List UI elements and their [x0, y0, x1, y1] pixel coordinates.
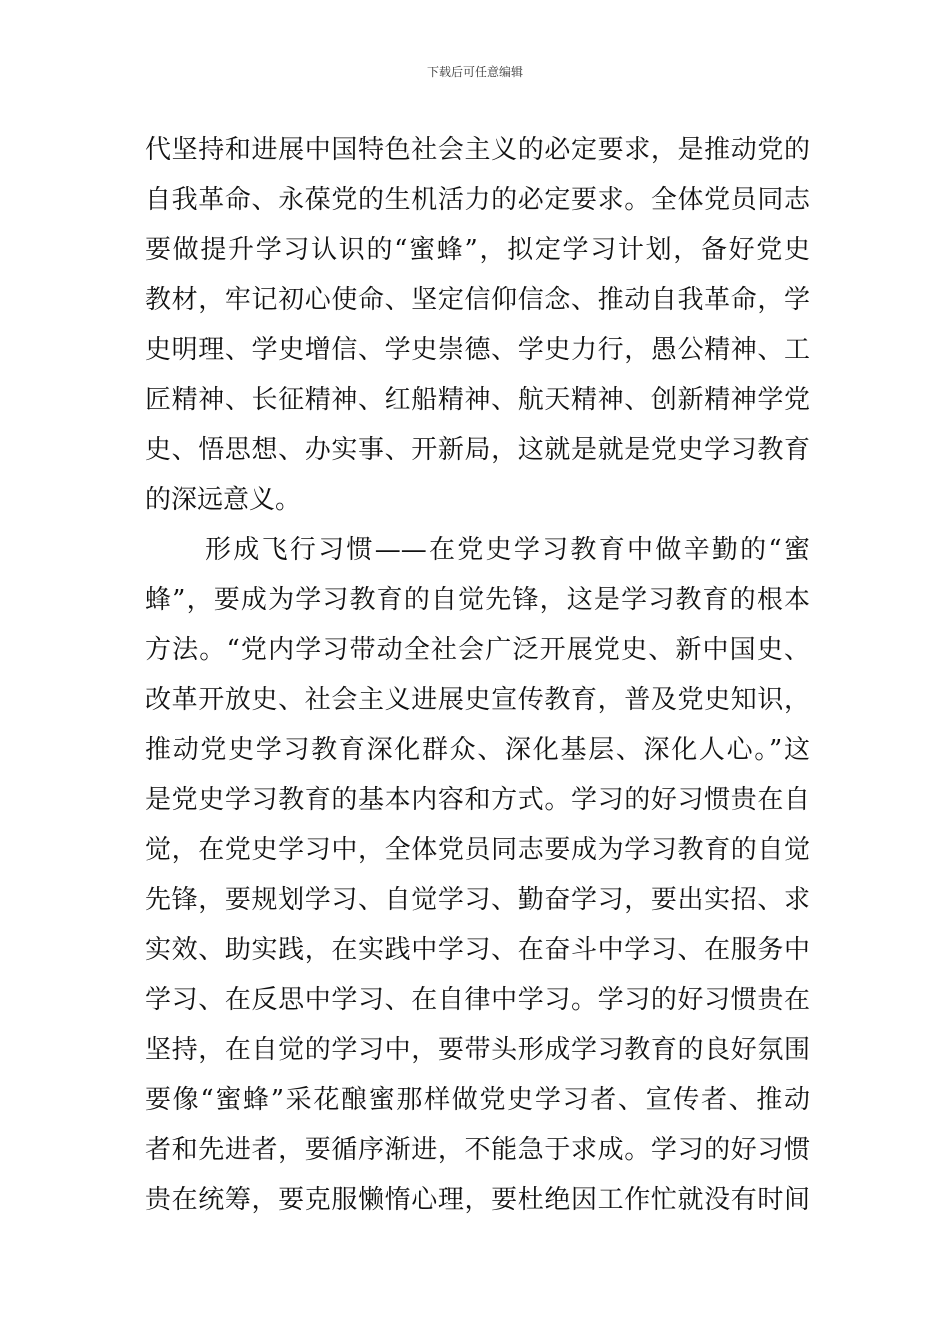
text-line: 教材，牢记初心使命、坚定信仰信念、推动自我革命，学 [145, 285, 810, 315]
text-line: 觉，在党史学习中，全体党员同志要成为学习教育的自觉 [145, 835, 810, 865]
text-line: 推动党史学习教育深化群众、深化基层、深化人心。”这 [145, 735, 810, 765]
document-body [145, 125, 810, 1225]
text-line: 史、悟思想、办实事、开新局，这就是就是党史学习教育 [145, 435, 810, 465]
paragraph-1 [145, 125, 810, 525]
text-line: 坚持，在自觉的学习中，要带头形成学习教育的良好氛围 [145, 1035, 810, 1065]
text-line: 学习、在反思中学习、在自律中学习。学习的好习惯贵在 [145, 985, 810, 1015]
text-line: 先锋，要规划学习、自觉学习、勤奋学习，要出实招、求 [145, 885, 810, 915]
text-line: 实效、助实践，在实践中学习、在奋斗中学习、在服务中 [145, 935, 810, 965]
text-line: 史明理、学史增信、学史崇德、学史力行，愚公精神、工 [145, 335, 810, 365]
text-line: 贵在统筹，要克服懒惰心理，要杜绝因工作忙就没有时间 [145, 1185, 810, 1215]
text-line: 的深远意义。 [145, 485, 302, 515]
text-line: 蜂”，要成为学习教育的自觉先锋，这是学习教育的根本 [145, 585, 810, 615]
paragraph-2 [145, 525, 810, 1225]
text-line: 改革开放史、社会主义进展史宣传教育，普及党史知识， [145, 685, 810, 715]
text-line: 匠精神、长征精神、红船精神、航天精神、创新精神学党 [145, 385, 810, 415]
page-header: 下载后可任意编辑 [426, 65, 523, 79]
text-line: 者和先进者，要循序渐进，不能急于求成。学习的好习惯 [145, 1135, 810, 1165]
text-line: 方法。“党内学习带动全社会广泛开展党史、新中国史、 [145, 635, 810, 665]
text-line: 代坚持和进展中国特色社会主义的必定要求，是推动党的 [145, 135, 810, 165]
text-line: 自我革命、永葆党的生机活力的必定要求。全体党员同志 [145, 185, 810, 215]
text-line: 形成飞行习惯——在党史学习教育中做辛勤的“蜜 [205, 535, 810, 565]
text-line: 要像“蜜蜂”采花酿蜜那样做党史学习者、宣传者、推动 [145, 1085, 810, 1115]
text-line: 是党史学习教育的基本内容和方式。学习的好习惯贵在自 [145, 785, 810, 815]
text-line: 要做提升学习认识的“蜜蜂”，拟定学习计划，备好党史 [145, 235, 810, 265]
